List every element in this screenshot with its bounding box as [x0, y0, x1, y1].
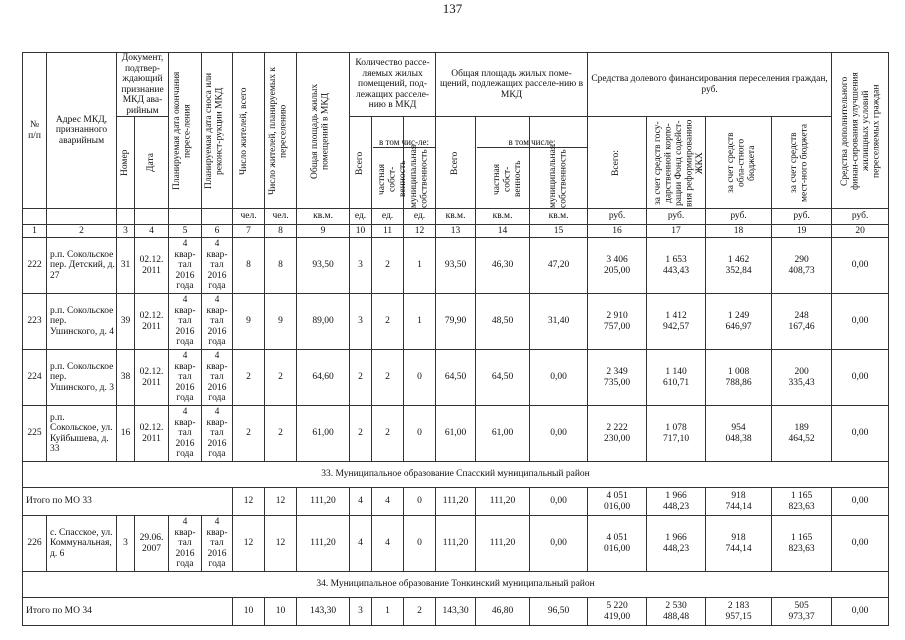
- unit-cell-9: кв.м.: [297, 209, 350, 225]
- row-address: р.п. Сокольское, ул. Куйбышева, д. 33: [47, 406, 117, 462]
- header-total-area: Общая площадь жилых помещений в МКД: [297, 53, 350, 209]
- colnum-cell-13: 13: [436, 225, 476, 238]
- colnum-cell-10: 10: [350, 225, 372, 238]
- header-doc-date: Дата: [135, 117, 169, 209]
- row-c12: 0: [404, 516, 436, 572]
- unit-cell-12: ед.: [404, 209, 436, 225]
- unit-cell-14: кв.м.: [476, 209, 530, 225]
- header-funds-regional: за счет средств обла-стного бюджета: [706, 117, 772, 209]
- header-document: Документ, подтвер-ждающий признание МКД ава-рийным: [117, 53, 169, 117]
- row-c13: 61,00: [436, 406, 476, 462]
- row-c16: 4 051 016,00: [588, 516, 647, 572]
- unit-cell-15: кв.м.: [530, 209, 588, 225]
- total-34-c11: 1: [372, 598, 404, 626]
- row-c19: 248 167,46: [772, 294, 832, 350]
- colnum-cell-16: 16: [588, 225, 647, 238]
- table-row: [23, 406, 889, 462]
- row-doc-date: 02.12. 2011: [135, 294, 169, 350]
- row-doc-number: 31: [117, 238, 135, 294]
- total-33-c9: 111,20: [297, 488, 350, 516]
- row-c12: 0: [404, 406, 436, 462]
- header-residents-total: Число жителей, всего: [233, 53, 265, 209]
- row-c14: 64,50: [476, 350, 530, 406]
- colnum-cell-5: 5: [169, 225, 202, 238]
- row-c14: 46,30: [476, 238, 530, 294]
- colnum-cell-7: 7: [233, 225, 265, 238]
- row-c13: 111,20: [436, 516, 476, 572]
- row-c15: 31,40: [530, 294, 588, 350]
- total-34-row: [23, 598, 889, 626]
- table-row: [23, 350, 889, 406]
- row-c20: 0,00: [832, 516, 889, 572]
- unit-cell-10: ед.: [350, 209, 372, 225]
- header-area-group: Общая площадь жилых поме-щений, подлежащих расселе-нию в МКД: [436, 53, 588, 117]
- colnum-cell-9: 9: [297, 225, 350, 238]
- colnum-cell-11: 11: [372, 225, 404, 238]
- page-number: 137: [442, 1, 463, 16]
- header-qty-private: в том чис-ле: частная собст-венность: [372, 117, 404, 209]
- row-address: р.п. Сокольское пер. Детский, д. 27: [47, 238, 117, 294]
- row-c20: 0,00: [832, 294, 889, 350]
- total-34-c7: 10: [233, 598, 265, 626]
- header-funds-group: Средства долевого финансирования переселения граждан, руб.: [588, 53, 832, 117]
- row-c18: 1 249 646,97: [706, 294, 772, 350]
- header-area-total: Всего: [436, 117, 476, 209]
- row-c17: 1 078 717,10: [647, 406, 706, 462]
- header-qty-total: Всего: [350, 117, 372, 209]
- row-planned-end: 4 квар- тал 2016 года: [169, 350, 202, 406]
- row-c16: 3 406 205,00: [588, 238, 647, 294]
- row-c7: 8: [233, 238, 265, 294]
- row-planned-demolish: 4 квар- тал 2016 года: [202, 406, 233, 462]
- row-planned-demolish: 4 квар- тал 2016 года: [202, 294, 233, 350]
- row-c19: 200 335,43: [772, 350, 832, 406]
- row-c12: 1: [404, 238, 436, 294]
- header-qty-municipal: муниципальная собственность: [404, 117, 436, 209]
- row-c13: 79,90: [436, 294, 476, 350]
- header-address: Адрес МКД, признанного аварийным: [47, 53, 117, 209]
- table-row: [23, 238, 889, 294]
- row-c20: 0,00: [832, 406, 889, 462]
- unit-cell-1: [23, 209, 47, 225]
- row-number: 226: [23, 516, 47, 572]
- unit-cell-16: руб.: [588, 209, 647, 225]
- total-34-c8: 10: [265, 598, 297, 626]
- section-33-row: [23, 462, 889, 488]
- row-c20: 0,00: [832, 238, 889, 294]
- header-area-incl: в том числе:: [477, 137, 587, 149]
- row-c9: 61,00: [297, 406, 350, 462]
- unit-cell-7: чел.: [233, 209, 265, 225]
- row-planned-demolish: 4 квар- тал 2016 года: [202, 516, 233, 572]
- row-doc-date: 02.12. 2011: [135, 238, 169, 294]
- row-c17: 1 412 942,57: [647, 294, 706, 350]
- unit-cell-2: [47, 209, 117, 225]
- row-c17: 1 140 610,71: [647, 350, 706, 406]
- total-34-c13: 143,30: [436, 598, 476, 626]
- total-33-c18: 918 744,14: [706, 488, 772, 516]
- colnum-cell-2: 2: [47, 225, 117, 238]
- total-34-c19: 505 973,37: [772, 598, 832, 626]
- total-34-c20: 0,00: [832, 598, 889, 626]
- row-doc-date: 02.12. 2011: [135, 350, 169, 406]
- row-doc-number: 39: [117, 294, 135, 350]
- row-c8: 2: [265, 406, 297, 462]
- row-c11: 2: [372, 238, 404, 294]
- unit-cell-8: чел.: [265, 209, 297, 225]
- row-doc-number: 38: [117, 350, 135, 406]
- total-34-c14: 46,80: [476, 598, 530, 626]
- row-c18: 1 462 352,84: [706, 238, 772, 294]
- total-33-label: Итого по МО 33: [23, 488, 233, 516]
- row-c19: 189 464,52: [772, 406, 832, 462]
- row-c9: 89,00: [297, 294, 350, 350]
- header-additional: Средства дополнительного финан-сирования улучшения жилищных условий переселяемых граждан: [832, 53, 889, 209]
- unit-cell-13: кв.м.: [436, 209, 476, 225]
- resettlement-table: [22, 52, 889, 626]
- row-number: 224: [23, 350, 47, 406]
- total-34-c12: 2: [404, 598, 436, 626]
- row-address: с. Спасское, ул. Коммунальная, д. 6: [47, 516, 117, 572]
- row-doc-date: 02.12. 2011: [135, 406, 169, 462]
- row-address: р.п. Сокольское пер. Ушинского, д. 3: [47, 350, 117, 406]
- row-number: 223: [23, 294, 47, 350]
- total-33-c8: 12: [265, 488, 297, 516]
- header-funds-local: за счет средств мест-ного бюджета: [772, 117, 832, 209]
- colnum-row: [23, 225, 889, 238]
- unit-cell-18: руб.: [706, 209, 772, 225]
- colnum-cell-6: 6: [202, 225, 233, 238]
- row-doc-number: 3: [117, 516, 135, 572]
- row-c10: 4: [350, 516, 372, 572]
- row-planned-end: 4 квар- тал 2016 года: [169, 238, 202, 294]
- row-c8: 12: [265, 516, 297, 572]
- header-area-private: в том числе: частная собст-венность: [476, 117, 530, 209]
- total-33-c11: 4: [372, 488, 404, 516]
- header-qty-group: Количество рассе-ляемых жилых помещений, под-лежащих расселе-нию в МКД: [350, 53, 436, 117]
- row-number: 225: [23, 406, 47, 462]
- total-34-c9: 143,30: [297, 598, 350, 626]
- total-34-c18: 2 183 957,15: [706, 598, 772, 626]
- colnum-cell-1: 1: [23, 225, 47, 238]
- row-c16: 2 910 757,00: [588, 294, 647, 350]
- row-c15: 47,20: [530, 238, 588, 294]
- row-c14: 48,50: [476, 294, 530, 350]
- row-c10: 3: [350, 294, 372, 350]
- colnum-cell-15: 15: [530, 225, 588, 238]
- colnum-cell-19: 19: [772, 225, 832, 238]
- total-33-c20: 0,00: [832, 488, 889, 516]
- row-c8: 2: [265, 350, 297, 406]
- total-33-row: [23, 488, 889, 516]
- unit-cell-6: [202, 209, 233, 225]
- row-c10: 3: [350, 238, 372, 294]
- row-c11: 4: [372, 516, 404, 572]
- unit-cell-5: [169, 209, 202, 225]
- row-c13: 93,50: [436, 238, 476, 294]
- colnum-cell-14: 14: [476, 225, 530, 238]
- total-33-c16: 4 051 016,00: [588, 488, 647, 516]
- header-planned-demolish: Планируемая дата сноса или реконст-рукции МКД: [202, 53, 233, 209]
- row-c7: 2: [233, 350, 265, 406]
- row-c9: 93,50: [297, 238, 350, 294]
- colnum-cell-17: 17: [647, 225, 706, 238]
- header-funds-total: Всего:: [588, 117, 647, 209]
- row-c15: 0,00: [530, 516, 588, 572]
- row-c7: 2: [233, 406, 265, 462]
- row-doc-date: 29.06. 2007: [135, 516, 169, 572]
- unit-cell-17: руб.: [647, 209, 706, 225]
- section-34: 34. Муниципальное образование Тонкинский муниципальный район: [23, 572, 889, 598]
- header-residents-planned: Число жителей, планируемых к переселению: [265, 53, 297, 209]
- row-c9: 64,60: [297, 350, 350, 406]
- row-c17: 1 653 443,43: [647, 238, 706, 294]
- row-c10: 2: [350, 406, 372, 462]
- row-c18: 954 048,38: [706, 406, 772, 462]
- row-c10: 2: [350, 350, 372, 406]
- row-c14: 111,20: [476, 516, 530, 572]
- row-c15: 0,00: [530, 350, 588, 406]
- row-c7: 9: [233, 294, 265, 350]
- total-33-c19: 1 165 823,63: [772, 488, 832, 516]
- row-c13: 64,50: [436, 350, 476, 406]
- row-c19: 290 408,73: [772, 238, 832, 294]
- total-33-c13: 111,20: [436, 488, 476, 516]
- row-planned-end: 4 квар- тал 2016 года: [169, 406, 202, 462]
- row-planned-demolish: 4 квар- тал 2016 года: [202, 238, 233, 294]
- colnum-cell-3: 3: [117, 225, 135, 238]
- total-33-c15: 0,00: [530, 488, 588, 516]
- header-num: № п/п: [23, 53, 47, 209]
- row-c16: 2 349 735,00: [588, 350, 647, 406]
- row-c18: 918 744,14: [706, 516, 772, 572]
- header-qty-incl: в том чис-ле:: [373, 137, 435, 149]
- row-c8: 9: [265, 294, 297, 350]
- row-doc-number: 16: [117, 406, 135, 462]
- unit-cell-20: руб.: [832, 209, 889, 225]
- total-33-c10: 4: [350, 488, 372, 516]
- unit-cell-19: руб.: [772, 209, 832, 225]
- row-number: 222: [23, 238, 47, 294]
- colnum-cell-18: 18: [706, 225, 772, 238]
- row-planned-end: 4 квар- тал 2016 года: [169, 516, 202, 572]
- section-34-row: [23, 572, 889, 598]
- colnum-cell-4: 4: [135, 225, 169, 238]
- row-planned-demolish: 4 квар- тал 2016 года: [202, 350, 233, 406]
- total-34-c16: 5 220 419,00: [588, 598, 647, 626]
- header-doc-number: Номер: [117, 117, 135, 209]
- row-c9: 111,20: [297, 516, 350, 572]
- row-c7: 12: [233, 516, 265, 572]
- header-planned-end: Планируемая дата окончания пересе-ления: [169, 53, 202, 209]
- unit-cell-11: ед.: [372, 209, 404, 225]
- unit-row: [23, 209, 889, 225]
- total-34-c15: 96,50: [530, 598, 588, 626]
- row-c12: 0: [404, 350, 436, 406]
- row-c16: 2 222 230,00: [588, 406, 647, 462]
- total-34-label: Итого по МО 34: [23, 598, 233, 626]
- row-c11: 2: [372, 406, 404, 462]
- header-area-municipal: муниципальная собственность: [530, 117, 588, 209]
- row-c12: 1: [404, 294, 436, 350]
- row-c15: 0,00: [530, 406, 588, 462]
- row-c18: 1 008 788,86: [706, 350, 772, 406]
- row-c19: 1 165 823,63: [772, 516, 832, 572]
- unit-cell-3: [117, 209, 135, 225]
- row-c20: 0,00: [832, 350, 889, 406]
- unit-cell-4: [135, 209, 169, 225]
- row-c14: 61,00: [476, 406, 530, 462]
- total-33-c14: 111,20: [476, 488, 530, 516]
- section-33: 33. Муниципальное образование Спасский муниципальный район: [23, 462, 889, 488]
- table-row: [23, 294, 889, 350]
- total-33-c12: 0: [404, 488, 436, 516]
- header-funds-fund: за счет средств госу-дарственной корпо-рации Фонд содейст-вия реформированию ЖКХ: [647, 117, 706, 209]
- colnum-cell-20: 20: [832, 225, 889, 238]
- row-planned-end: 4 квар- тал 2016 года: [169, 294, 202, 350]
- total-33-c7: 12: [233, 488, 265, 516]
- total-34-c10: 3: [350, 598, 372, 626]
- total-33-c17: 1 966 448,23: [647, 488, 706, 516]
- row-c11: 2: [372, 350, 404, 406]
- colnum-cell-12: 12: [404, 225, 436, 238]
- row-address: р.п. Сокольское пер. Ушинского, д. 4: [47, 294, 117, 350]
- colnum-cell-8: 8: [265, 225, 297, 238]
- total-34-c17: 2 530 488,48: [647, 598, 706, 626]
- row-c17: 1 966 448,23: [647, 516, 706, 572]
- table-row: [23, 516, 889, 572]
- row-c8: 8: [265, 238, 297, 294]
- row-c11: 2: [372, 294, 404, 350]
